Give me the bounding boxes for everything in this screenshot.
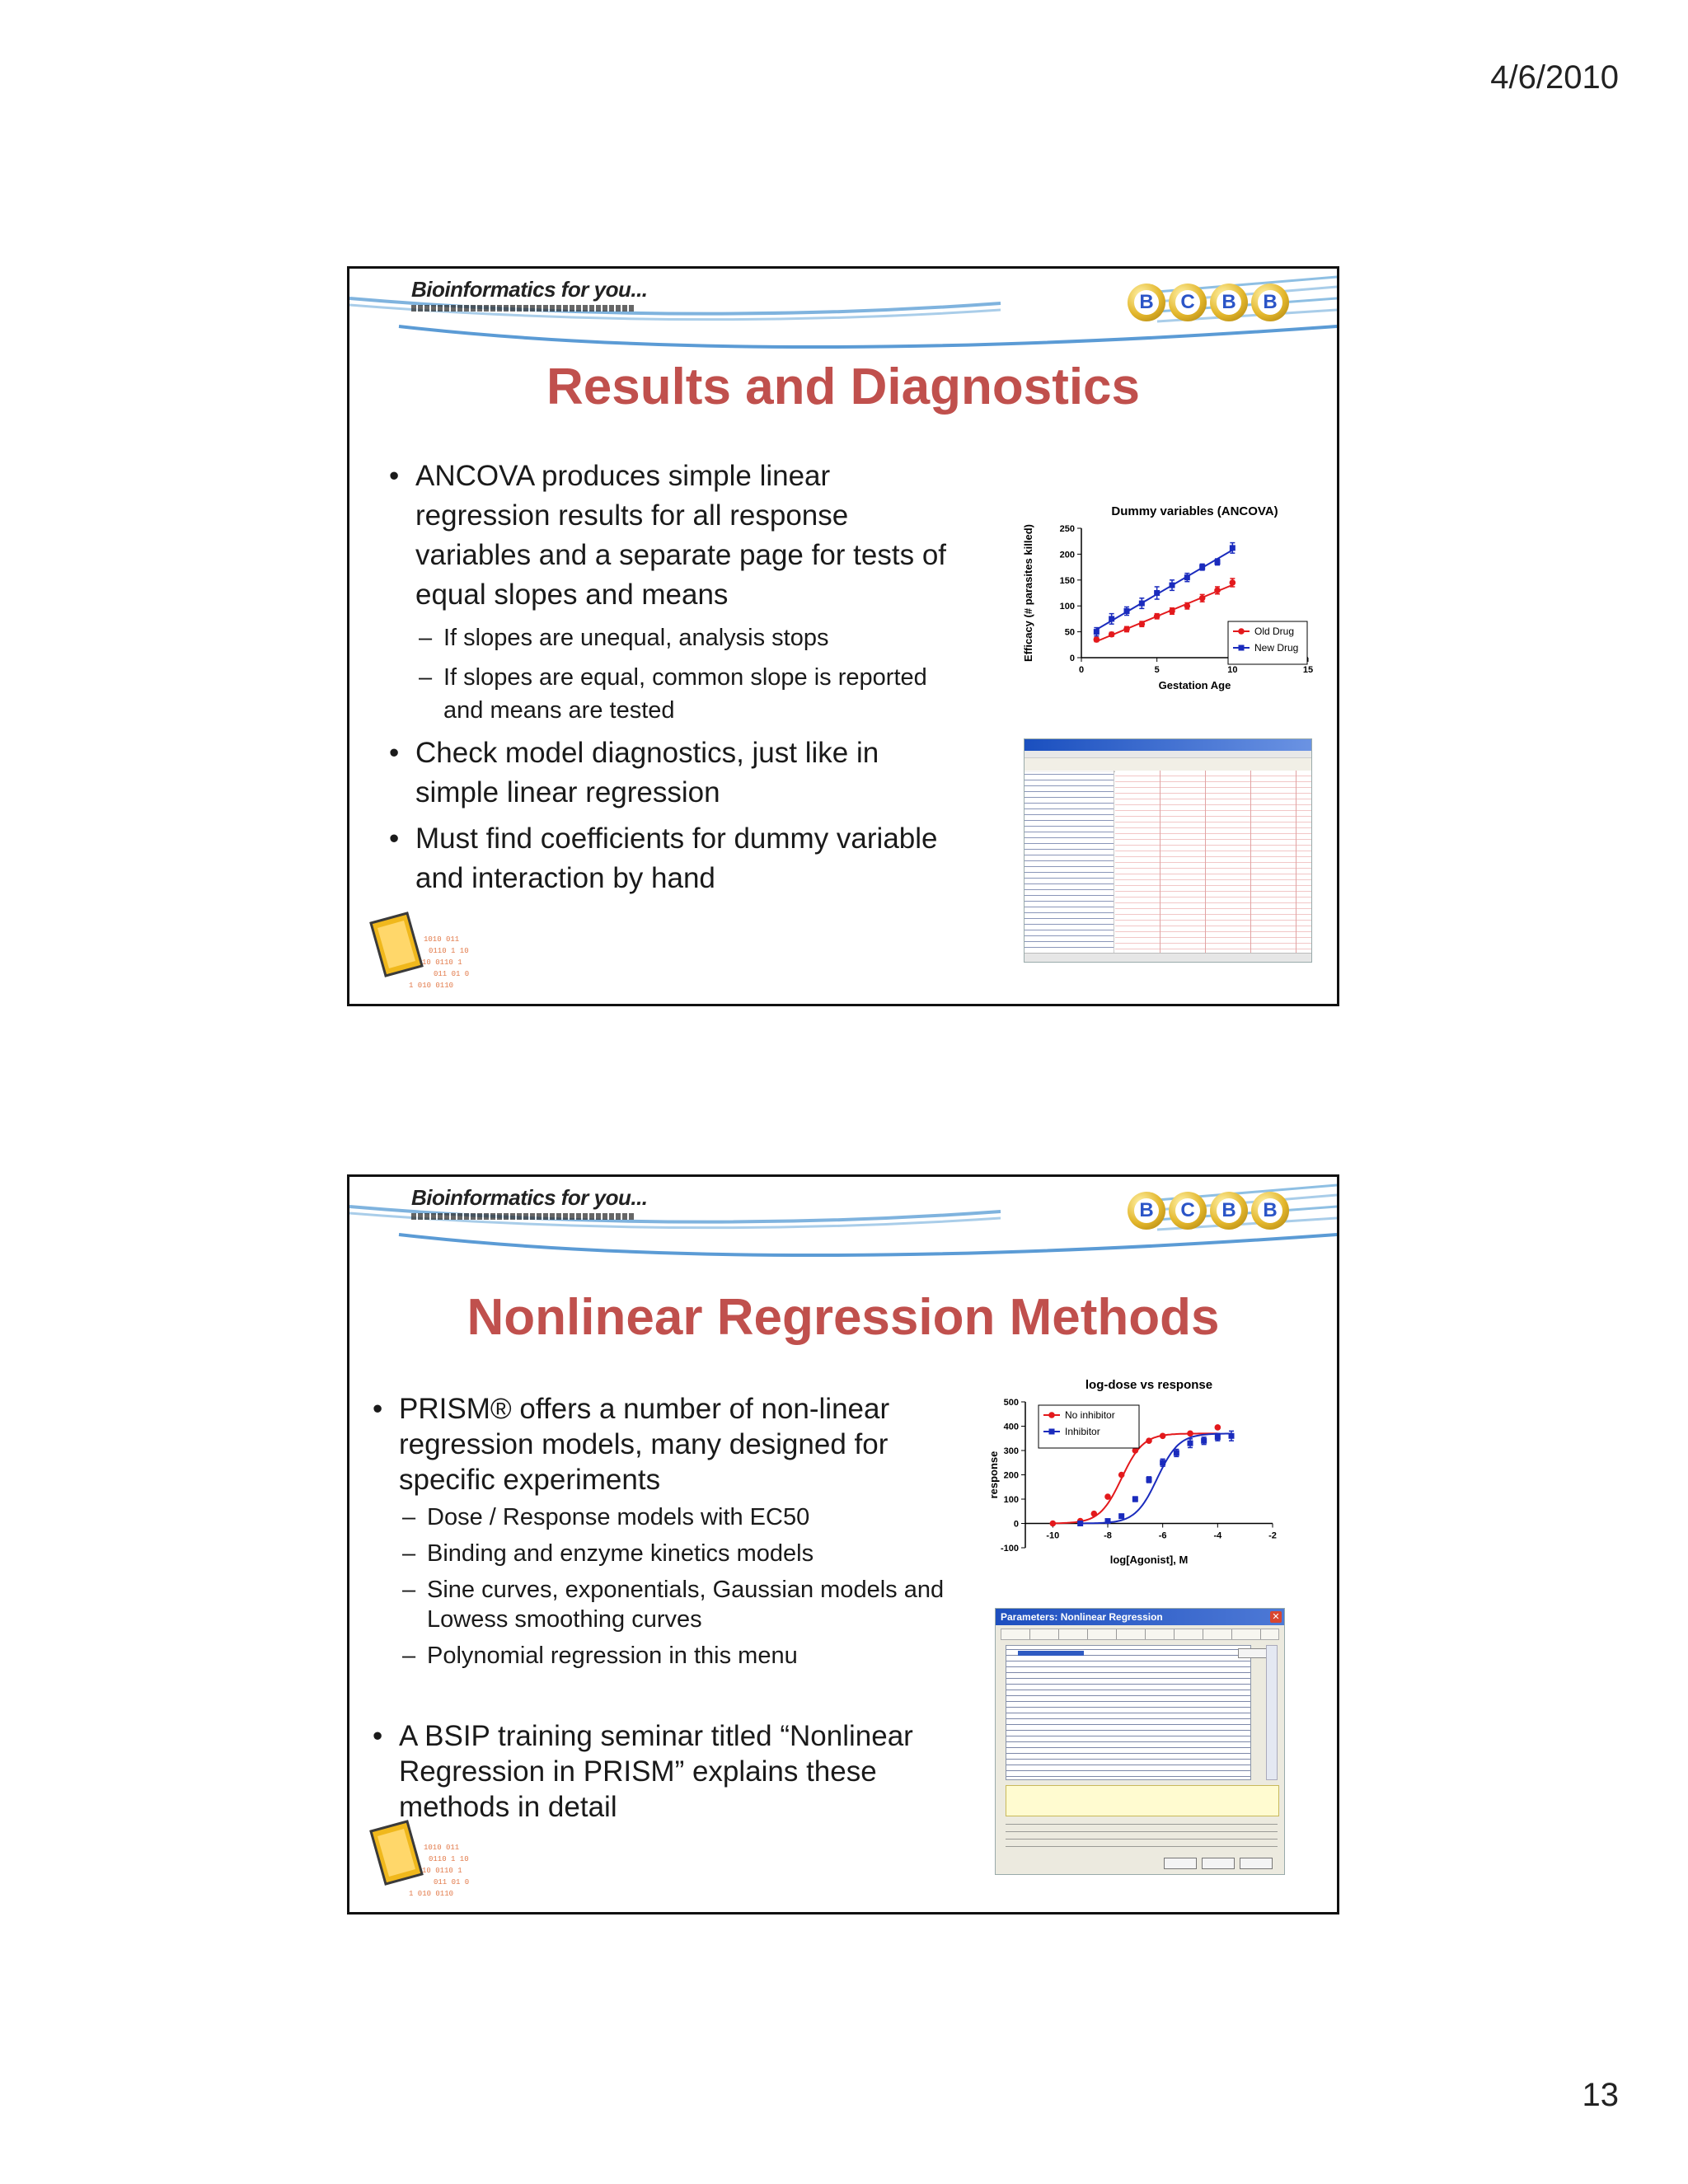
data-point xyxy=(1169,608,1175,615)
data-point xyxy=(1091,1511,1098,1517)
data-point xyxy=(1160,1433,1166,1440)
data-point xyxy=(1077,1521,1083,1526)
slide-title: Nonlinear Regression Methods xyxy=(467,1289,1220,1346)
data-point xyxy=(1146,1437,1152,1444)
bullet-item: • Must find coefficients for dummy variable and interaction by hand xyxy=(371,819,948,898)
x-axis-label: Gestation Age xyxy=(1158,679,1231,691)
chart-title: Dummy variables (ANCOVA) xyxy=(1111,504,1278,518)
sub-bullet-item: – Binding and enzyme kinetics models xyxy=(354,1539,948,1568)
data-point xyxy=(1215,1424,1221,1431)
data-point xyxy=(1199,565,1205,570)
data-point xyxy=(1154,613,1160,620)
logo-letter: B xyxy=(1134,1198,1159,1223)
chart-title: log-dose vs response xyxy=(1085,1378,1213,1392)
bullet-list xyxy=(371,457,948,905)
data-point xyxy=(1215,1434,1221,1440)
dose-response-chart xyxy=(976,1371,1297,1572)
data-point xyxy=(1215,559,1221,565)
y-tick-label: 100 xyxy=(1003,1495,1019,1505)
data-point xyxy=(1104,1493,1111,1500)
nonlinear-regression-dialog xyxy=(995,1608,1285,1875)
equation-info-box xyxy=(1006,1785,1279,1816)
slide-results-diagnostics xyxy=(347,266,1339,1006)
data-point xyxy=(1201,1438,1207,1444)
data-point xyxy=(1105,1518,1111,1524)
sub-bullet-item: – Dose / Response models with EC50 xyxy=(354,1502,948,1532)
dialog-title: Parameters: Nonlinear Regression xyxy=(1001,1611,1163,1623)
page-date: 4/6/2010 xyxy=(1490,59,1619,96)
banner-title: Bioinformatics for you... xyxy=(411,1185,648,1210)
y-tick-label: 0 xyxy=(1069,654,1075,663)
legend-label: No inhibitor xyxy=(1065,1409,1115,1421)
bcbb-logo xyxy=(1128,284,1289,321)
y-tick-label: 150 xyxy=(1059,575,1075,586)
slide-nonlinear-regression xyxy=(347,1174,1339,1915)
banner-title: Bioinformatics for you... xyxy=(411,277,648,302)
y-tick-label: 500 xyxy=(1003,1398,1019,1408)
dialog-buttons xyxy=(1164,1858,1273,1869)
new-equation-button xyxy=(1238,1648,1268,1658)
sub-bullet-item: – Sine curves, exponentials, Gaussian models and Lowess smoothing curves xyxy=(354,1575,948,1634)
x-tick-label: -4 xyxy=(1213,1530,1222,1541)
logo-letter: C xyxy=(1175,1198,1200,1223)
data-point xyxy=(1230,545,1236,551)
y-tick-label: 200 xyxy=(1059,550,1075,560)
svg-text:0110 1 10: 0110 1 10 xyxy=(429,947,469,955)
x-tick-label: 0 xyxy=(1078,665,1085,675)
y-tick-label: 200 xyxy=(1003,1470,1019,1481)
y-tick-label: 100 xyxy=(1059,602,1075,612)
x-tick-label: -10 xyxy=(1046,1530,1060,1541)
y-tick-label: 300 xyxy=(1003,1446,1019,1456)
sub-bullet-item: – If slopes are unequal, analysis stops xyxy=(371,621,948,654)
banner-subtitle xyxy=(411,305,634,312)
data-point xyxy=(1174,1450,1179,1455)
legend-marker xyxy=(1239,645,1245,651)
y-axis-label: response xyxy=(987,1451,1000,1499)
fitting-options xyxy=(1006,1820,1278,1849)
svg-text:011 01 0: 011 01 0 xyxy=(434,970,470,978)
svg-text:10 0110 1: 10 0110 1 xyxy=(422,1867,462,1875)
bullet-list xyxy=(354,1391,948,1830)
dialog-tabs xyxy=(1001,1629,1279,1640)
bullet-item: • PRISM® offers a number of non-linear regression models, many designed for specific experiments xyxy=(354,1391,948,1497)
data-point xyxy=(1184,602,1191,609)
y-tick-label: 250 xyxy=(1059,524,1075,534)
data-point xyxy=(1124,608,1130,614)
y-tick-label: -100 xyxy=(1000,1544,1019,1554)
fit-line xyxy=(1096,585,1232,642)
close-icon: ✕ xyxy=(1270,1611,1282,1623)
laptop-decoration xyxy=(359,1816,499,1907)
sub-bullet-item: – Polynomial regression in this menu xyxy=(354,1641,948,1671)
data-point xyxy=(1132,1497,1138,1502)
sub-bullet-item: – If slopes are equal, common slope is reported and means are tested xyxy=(371,661,948,727)
legend-marker xyxy=(1048,1412,1055,1418)
data-point xyxy=(1154,590,1160,596)
y-tick-label: 400 xyxy=(1003,1422,1019,1432)
logo-letter: B xyxy=(1258,1198,1282,1223)
y-axis-label: Efficacy (# parasites killed) xyxy=(1022,524,1034,662)
bcbb-logo xyxy=(1128,1192,1289,1230)
data-point xyxy=(1094,636,1100,643)
svg-text:011 01 0: 011 01 0 xyxy=(434,1878,470,1886)
data-point xyxy=(1118,1472,1125,1479)
svg-text:1 010 0110: 1 010 0110 xyxy=(409,1890,454,1898)
list-spacer xyxy=(354,1677,948,1718)
scrollbar xyxy=(1266,1645,1278,1780)
data-point xyxy=(1109,616,1114,621)
x-tick-label: 10 xyxy=(1227,665,1238,675)
data-point xyxy=(1050,1521,1057,1527)
data-point xyxy=(1188,1441,1193,1446)
data-point xyxy=(1139,601,1145,607)
y-tick-label: 50 xyxy=(1064,627,1075,638)
data-point xyxy=(1118,1513,1124,1519)
bullet-item: • Check model diagnostics, just like in simple linear regression xyxy=(371,733,948,813)
x-tick-label: -6 xyxy=(1158,1530,1167,1541)
x-axis-label: log[Agonist], M xyxy=(1109,1554,1189,1566)
data-point xyxy=(1094,629,1100,635)
data-point xyxy=(1187,1431,1193,1437)
banner-subtitle xyxy=(411,1213,634,1220)
logo-letter: B xyxy=(1217,290,1241,315)
fit-line xyxy=(1096,550,1232,630)
x-tick-label: -8 xyxy=(1104,1530,1112,1541)
x-tick-label: 5 xyxy=(1154,665,1160,675)
data-point xyxy=(1214,588,1221,594)
slide-title: Results and Diagnostics xyxy=(546,359,1141,415)
legend-label: Inhibitor xyxy=(1065,1426,1100,1437)
svg-text:1010 011: 1010 011 xyxy=(424,935,460,944)
data-point xyxy=(1229,1433,1235,1439)
data-point xyxy=(1109,631,1115,638)
page-number: 13 xyxy=(1582,2077,1619,2113)
logo-letter: B xyxy=(1258,290,1282,315)
data-point xyxy=(1123,626,1130,633)
legend-marker xyxy=(1238,628,1245,635)
svg-text:0110 1 10: 0110 1 10 xyxy=(429,1855,469,1863)
ancova-chart xyxy=(1015,475,1329,697)
x-tick-label: 15 xyxy=(1302,665,1314,675)
data-point xyxy=(1139,621,1146,627)
svg-text:1010 011: 1010 011 xyxy=(424,1844,460,1852)
data-point xyxy=(1160,1460,1165,1465)
data-point xyxy=(1146,1477,1152,1483)
x-tick-label: -2 xyxy=(1268,1530,1277,1541)
data-point xyxy=(1170,583,1175,588)
legend-label: Old Drug xyxy=(1254,626,1295,637)
legend-label: New Drug xyxy=(1254,642,1299,654)
logo-letter: B xyxy=(1217,1198,1241,1223)
data-point xyxy=(1199,595,1206,602)
data-point xyxy=(1184,574,1190,580)
svg-text:1 010 0110: 1 010 0110 xyxy=(409,982,454,990)
logo-letter: B xyxy=(1134,290,1159,315)
logo-letter: C xyxy=(1175,290,1200,315)
data-point xyxy=(1230,579,1236,586)
svg-text:10 0110 1: 10 0110 1 xyxy=(422,958,462,967)
legend-marker xyxy=(1049,1429,1055,1435)
equation-list xyxy=(1006,1645,1251,1780)
laptop-decoration xyxy=(359,908,499,999)
y-tick-label: 0 xyxy=(1013,1519,1019,1530)
prism-results-screenshot xyxy=(1024,738,1312,963)
bullet-item: • A BSIP training seminar titled “Nonlinear Regression in PRISM” explains these methods in detail xyxy=(354,1718,948,1825)
bullet-item: • ANCOVA produces simple linear regression results for all response variables and a separate page for tests of equal slopes and means xyxy=(371,457,948,615)
